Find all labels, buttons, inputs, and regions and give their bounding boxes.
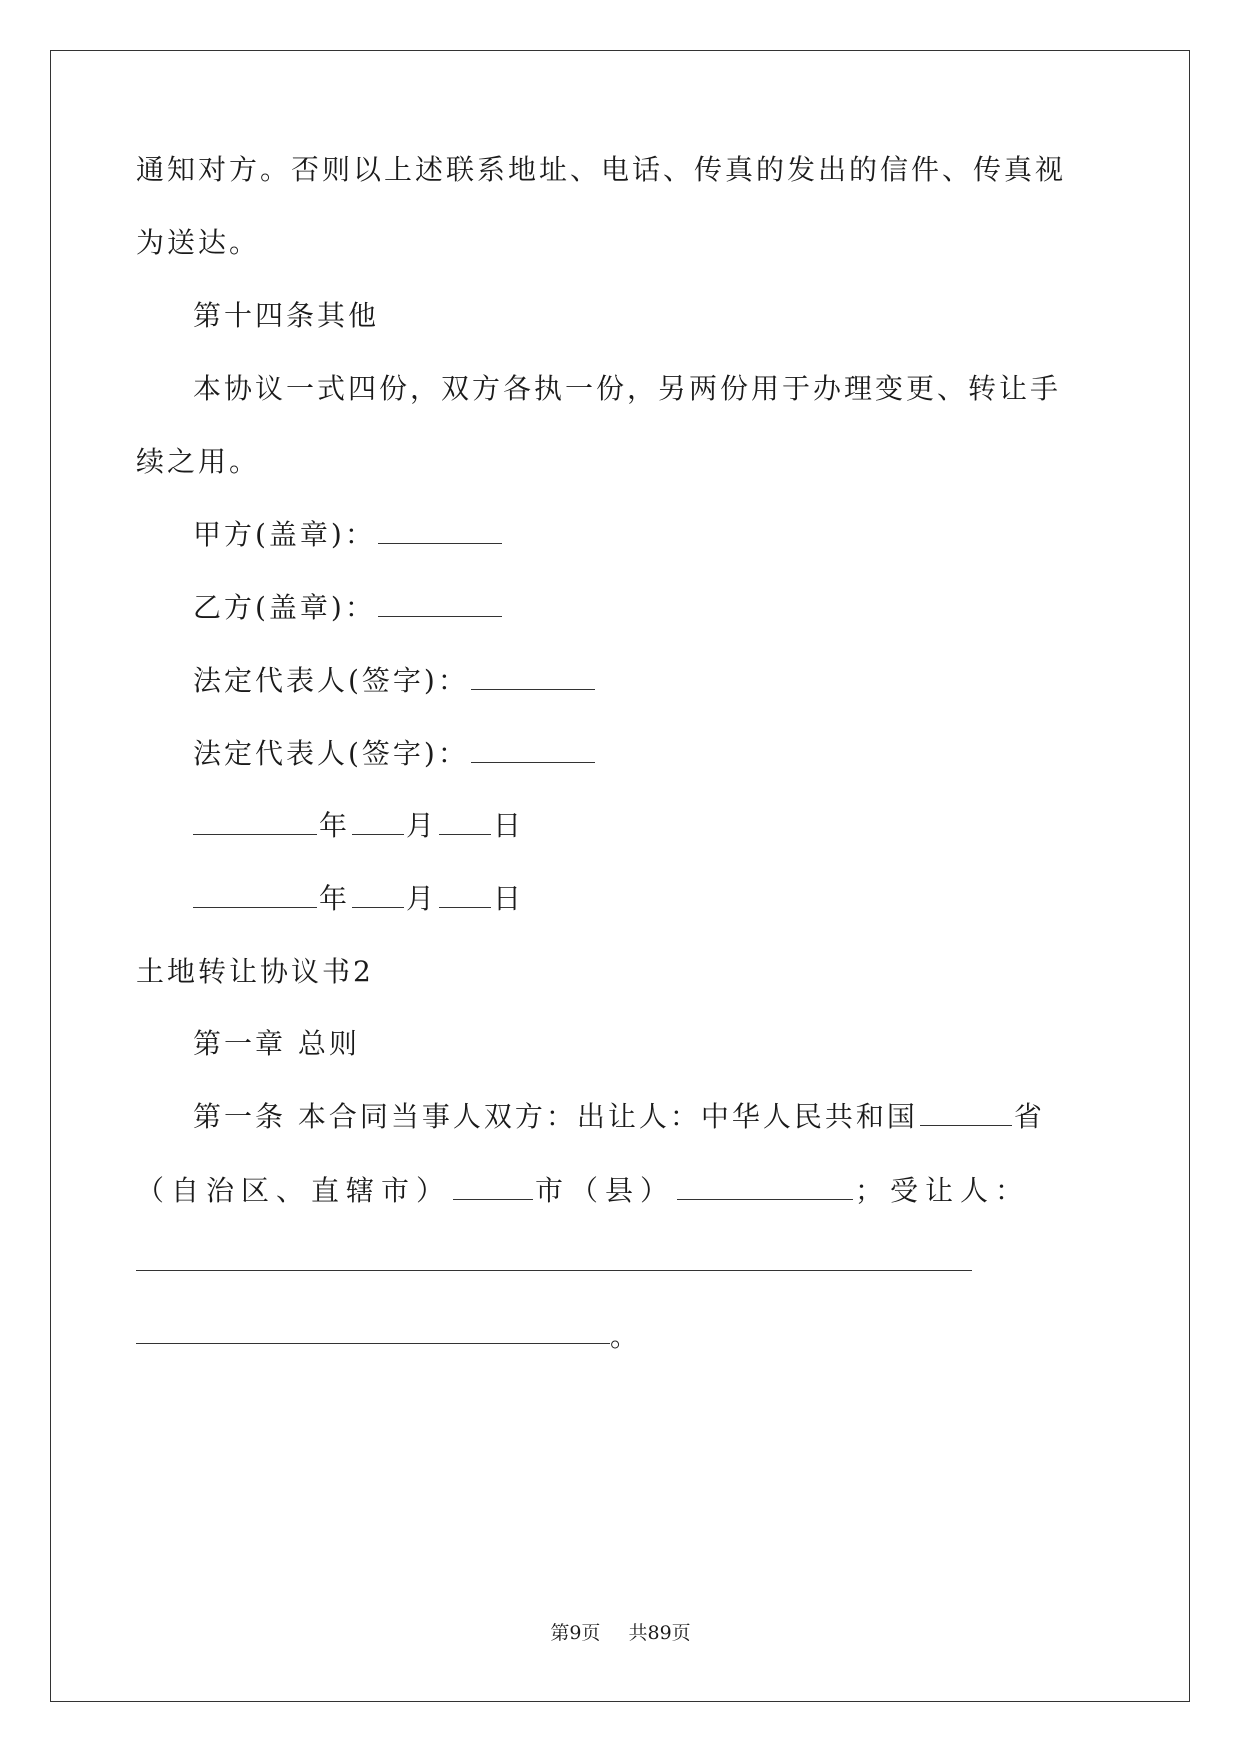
- signature-blank: [471, 736, 595, 763]
- article-heading: 第十四条其他: [193, 299, 380, 332]
- year-blank: [193, 881, 317, 908]
- article-line: [193, 1097, 1045, 1137]
- month-blank: [352, 808, 404, 835]
- signature-blank: [378, 590, 502, 617]
- paragraph-line: 续之用。: [136, 445, 261, 478]
- province-label: 省: [1013, 1100, 1045, 1133]
- document-title: 土地转让协议书2: [136, 955, 374, 988]
- year-blank: [193, 808, 317, 835]
- party-b-label: 乙方(盖章)：: [193, 591, 376, 624]
- month-label: 月: [406, 809, 438, 842]
- legal-rep-signature: [193, 661, 597, 701]
- page-total: 共89页: [628, 1622, 691, 1644]
- city-blank: [453, 1173, 533, 1200]
- chapter-heading: 第一章 总则: [193, 1027, 360, 1060]
- paragraph-line: 通知对方。否则以上述联系地址、电话、传真的发出的信件、传真视: [136, 153, 1067, 186]
- county-label: 市（县）: [535, 1174, 676, 1207]
- legal-rep-label: 法定代表人(签字)：: [193, 737, 469, 770]
- article-line: [136, 1171, 1030, 1211]
- sentence-end: 。: [610, 1320, 642, 1353]
- month-blank: [352, 881, 404, 908]
- party-a-label: 甲方(盖章)：: [193, 518, 376, 551]
- transferee-label: ；受让人：: [855, 1174, 1031, 1207]
- page-number: 第9页: [550, 1622, 601, 1644]
- date-line: [191, 879, 524, 919]
- signature-blank: [471, 663, 595, 690]
- signature-blank: [378, 517, 502, 544]
- paragraph-line: 为送达。: [136, 226, 261, 259]
- day-label: 日: [493, 809, 525, 842]
- party-b-signature: [193, 588, 504, 628]
- party-a-signature: [193, 515, 504, 555]
- page-footer: [0, 1620, 1241, 1646]
- date-line: [191, 806, 524, 846]
- legal-rep-signature: [193, 734, 597, 774]
- region-label: （自治区、直辖市）: [136, 1174, 452, 1207]
- province-blank: [920, 1099, 1012, 1126]
- day-blank: [439, 881, 491, 908]
- month-label: 月: [406, 882, 438, 915]
- article1-text: 第一条 本合同当事人双方：出让人：中华人民共和国: [193, 1100, 918, 1133]
- day-blank: [439, 808, 491, 835]
- year-label: 年: [319, 882, 351, 915]
- transferee-blank-line: [136, 1270, 972, 1271]
- transferee-blank-line: [136, 1343, 610, 1344]
- year-label: 年: [319, 809, 351, 842]
- day-label: 日: [493, 882, 525, 915]
- county-blank: [677, 1173, 853, 1200]
- paragraph-line: 本协议一式四份，双方各执一份，另两份用于办理变更、转让手: [193, 372, 1062, 405]
- legal-rep-label: 法定代表人(签字)：: [193, 664, 469, 697]
